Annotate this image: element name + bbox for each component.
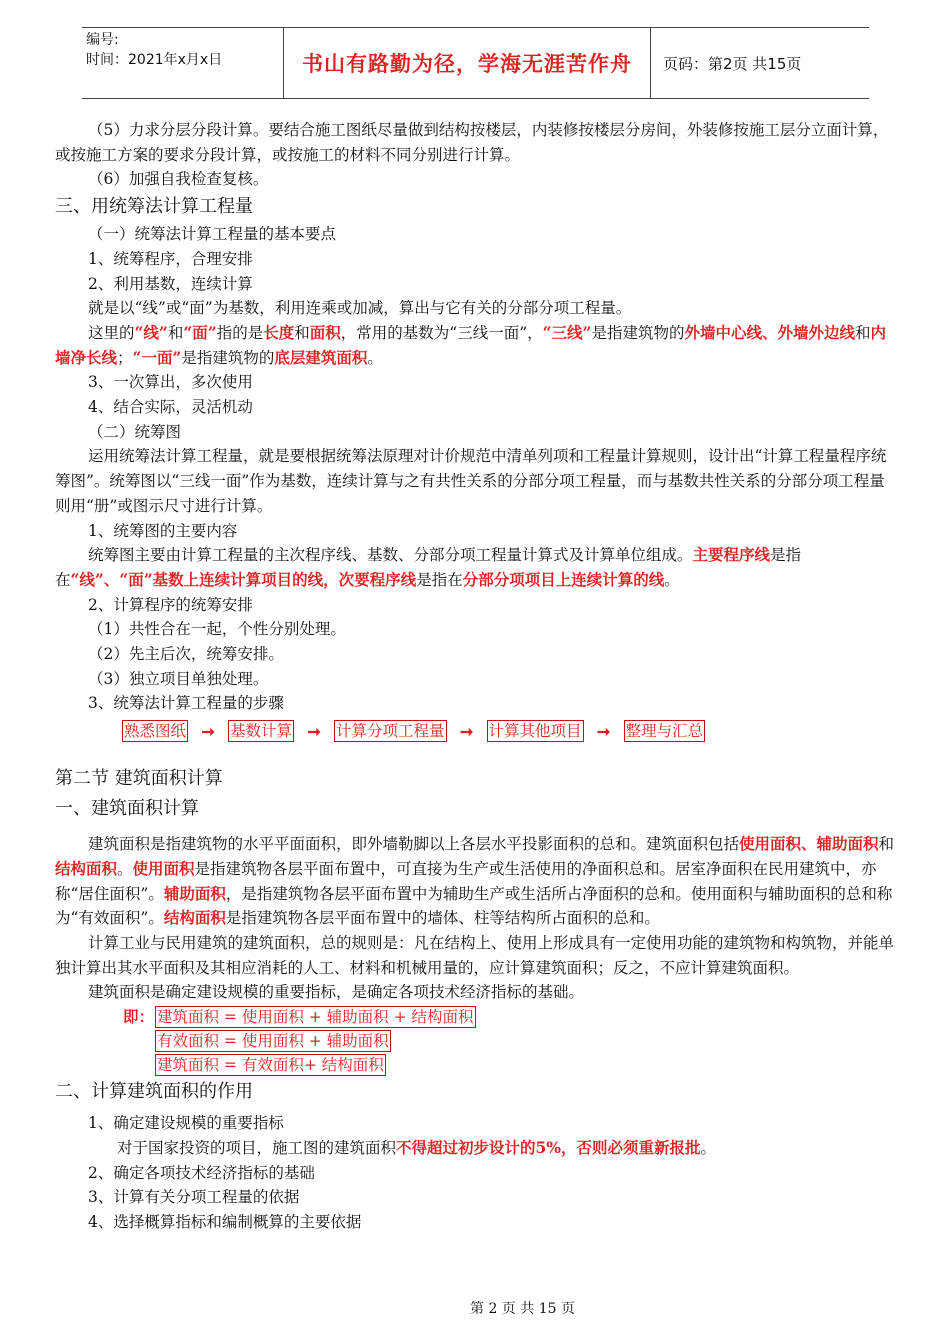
- paragraph: 这里的“线”和“面”指的是长度和面积，常用的基数为“三线一面”，“三线”是指建筑物的外墙中心线、外墙外边线和内墙净长线；“一面”是指建筑物的底层建筑面积。: [55, 322, 887, 367]
- paragraph: 就是以“线”或“面”为基数，利用连乘或加减，算出与它有关的分部分项工程量。: [88, 299, 632, 318]
- arrow-right-icon: ➞: [307, 721, 321, 741]
- arrow-right-icon: ➞: [596, 721, 611, 741]
- flow-step: 整理与汇总: [625, 722, 704, 741]
- formula-block: [55, 1005, 900, 1077]
- list-item: 2、利用基数，连续计算: [88, 274, 253, 293]
- header-page-label: 页码：第2页 共15页: [663, 54, 802, 73]
- section-heading: 第二节 建筑面积计算: [55, 768, 223, 790]
- list-item: 1、统筹图的主要内容: [88, 521, 238, 540]
- section-heading: 一、建筑面积计算: [55, 798, 199, 820]
- paragraph: 统筹图主要由计算工程量的主次程序线、基数、分部分项工程量计算式及计算单位组成。主要程序线是指在“线”、“面”基数上连续计算项目的线，次要程序线是指在分部分项项目上连续计算的线。: [55, 545, 802, 589]
- paragraph: 计算工业与民用建筑的建筑面积，总的规则是：凡在结构上、使用上形成具有一定使用功能的建筑物和构筑物，并能单独计算出其水平面积及其相应消耗的人工、材料和机械用量的，应计算建筑面积；反之，不应计算建筑面积。: [55, 933, 895, 977]
- page-footer: 第 2 页 共 15 页: [470, 1301, 575, 1317]
- subheading: （一）统筹法计算工程量的基本要点: [88, 225, 337, 244]
- list-item: 2、确定各项技术经济指标的基础: [88, 1163, 315, 1182]
- list-item: 3、计算有关分项工程量的依据: [88, 1188, 300, 1207]
- formula-label: 即：: [123, 1007, 155, 1027]
- flow-step: 计算分项工程量: [336, 722, 445, 741]
- paragraph: （6）加强自我检查复核。: [88, 170, 269, 189]
- list-item: 4、结合实际，灵活机动: [88, 398, 253, 417]
- page-header: [82, 27, 869, 99]
- formula: 有效面积 = 使用面积 + 辅助面积: [157, 1032, 389, 1051]
- document-body: [55, 118, 900, 1235]
- section-heading: 二、计算建筑面积的作用: [55, 1081, 253, 1103]
- header-motto: 书山有路勤为径，学海无涯苦作舟: [283, 28, 651, 98]
- list-item: 1、统筹程序，合理安排: [88, 249, 253, 268]
- paragraph: （5）力求分层分段计算。要结合施工图纸尽量做到结构按楼层，内装修按楼层分房间，外装修按施工层分立面计算，或按施工方案的要求分段计算，或按施工的材料不同分别进行计算。: [55, 121, 889, 164]
- list-item: 2、计算程序的统筹安排: [88, 595, 253, 614]
- paragraph: 运用统筹法计算工程量，就是要根据统筹法原理对计价规范中清单列项和工程量计算规则，设计出“计算工程量程序统筹图”。统筹图以“三线一面”作为基数，连续计算与之有共性关系的分部分项工程量，而与基数共性关系的分部分项工程量则用“册”或图示尺寸进行计算。: [55, 447, 887, 515]
- formula: 建筑面积 = 使用面积 + 辅助面积 + 结构面积: [157, 1008, 474, 1027]
- list-item: 3、统筹法计算工程量的步骤: [88, 694, 284, 713]
- flow-step: 熟悉图纸: [124, 722, 187, 741]
- time-label: 时间：2021年x月x日: [86, 52, 223, 68]
- formula: 建筑面积 = 有效面积+ 结构面积: [157, 1056, 384, 1075]
- process-flow: [55, 716, 900, 746]
- arrow-right-icon: ➞: [459, 721, 474, 741]
- section-heading: 三、用统筹法计算工程量: [55, 196, 253, 218]
- list-item: 4、选择概算指标和编制概算的主要依据: [88, 1212, 362, 1231]
- flow-step: 计算其他项目: [488, 722, 582, 741]
- arrow-right-icon: ➞: [201, 721, 215, 741]
- list-item: 3、一次算出，多次使用: [88, 373, 253, 392]
- paragraph: 建筑面积是确定建设规模的重要指标，是确定各项技术经济指标的基础。: [88, 983, 585, 1002]
- list-item: （3）独立项目单独处理。: [88, 669, 269, 688]
- list-item: （2）先主后次，统筹安排。: [88, 645, 284, 664]
- subheading: （二）统筹图: [88, 422, 182, 441]
- flow-step: 基数计算: [230, 722, 293, 741]
- header-meta: [82, 28, 283, 98]
- paragraph: 建筑面积是指建筑物的水平平面面积，即外墙勒脚以上各层水平投影面积的总和。建筑面积包括使用面积、辅助面积和结构面积。使用面积是指建筑物各层平面布置中，可直接为生产或生活使用的净面积总和。居室净面积在民用建筑中，亦称“居住面积”。辅助面积，是指建筑物各层平面布置中为辅助生产或生活所占净面积的总和。使用面积与辅助面积的总和称为“有效面积”。结构面积是指建筑物各层平面布置中的墙体、柱等结构所占面积的总和。: [55, 834, 895, 928]
- list-item: （1）共性合在一起，个性分别处理。: [88, 620, 346, 639]
- list-item: 1、确定建设规模的重要指标: [88, 1114, 284, 1133]
- number-label: 编号:: [86, 32, 119, 48]
- paragraph: 对于国家投资的项目，施工图的建筑面积不得超过初步设计的5%，否则必须重新报批。: [117, 1137, 717, 1157]
